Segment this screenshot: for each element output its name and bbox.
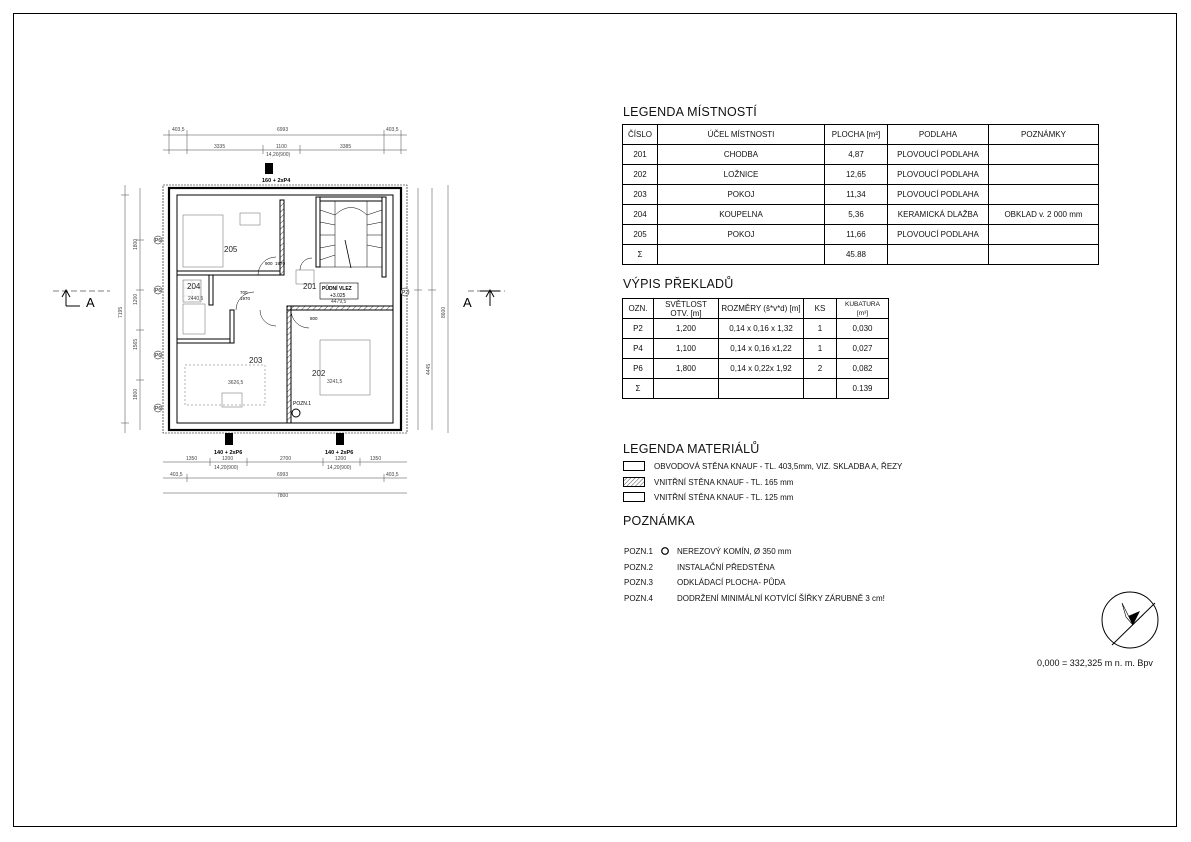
- table-sum-row: Σ 0.139: [623, 379, 889, 399]
- material-label: VNITŘNÍ STĚNA KNAUF - TL. 125 mm: [654, 493, 794, 502]
- svg-text:2700: 2700: [280, 456, 292, 462]
- material-label: OBVODOVÁ STĚNA KNAUF - TL. 403,5mm, VIZ. SKLADBA A, ŘEZY: [654, 462, 903, 471]
- svg-text:P6: P6: [155, 406, 162, 412]
- chimney-icon: [292, 409, 300, 417]
- svg-text:1970: 1970: [240, 296, 251, 301]
- lintels-table: [622, 298, 889, 399]
- chimney-label: POZN.1: [293, 401, 312, 407]
- note-code: POZN.4: [624, 594, 653, 603]
- svg-text:3626,5: 3626,5: [228, 380, 244, 386]
- room-205-number: 205: [224, 245, 238, 254]
- svg-text:P6: P6: [155, 238, 162, 244]
- elevation-reference: 0,000 = 332,325 m n. m. Bpv: [1037, 658, 1153, 668]
- dim-top-inner-right: 3385: [340, 144, 352, 150]
- right-dimensions: [414, 185, 448, 433]
- lintel-marker-bottom-2: [336, 433, 344, 445]
- room-201-number: 201: [303, 282, 317, 291]
- col-header: POZNÁMKY: [989, 125, 1099, 145]
- room-203-number: 203: [249, 356, 263, 365]
- svg-text:2440,5: 2440,5: [188, 296, 204, 302]
- room-202-number: 202: [312, 369, 326, 378]
- svg-text:7800: 7800: [277, 493, 289, 499]
- north-arrow-icon: [1102, 592, 1158, 648]
- note-text: INSTALAČNÍ PŘEDSTĚNA: [677, 563, 775, 572]
- material-swatch-blank: [623, 461, 645, 471]
- section-marker-left: [53, 290, 110, 306]
- room-204-number: 204: [187, 282, 201, 291]
- dim-top-window: 14,20(900): [266, 152, 291, 158]
- attic-hatch-level: +3.025: [330, 293, 346, 299]
- dim-top-outer-right: 403,5: [386, 127, 399, 133]
- svg-text:1200: 1200: [222, 456, 234, 462]
- svg-text:403,5: 403,5: [386, 472, 399, 478]
- col-header: PODLAHA: [888, 125, 989, 145]
- section-label-right: A: [463, 295, 472, 310]
- staircase: [320, 201, 382, 268]
- svg-text:14,20(900): 14,20(900): [214, 465, 239, 471]
- table-row: P2 1,200 0,14 x 0,16 x 1,32 1 0,030: [623, 319, 889, 339]
- svg-text:P6: P6: [155, 353, 162, 359]
- notes-title: POZNÁMKA: [623, 514, 695, 528]
- svg-text:403,5: 403,5: [170, 472, 183, 478]
- table-header-row: [623, 125, 1099, 145]
- left-dimensions: [118, 185, 144, 433]
- table-header-row: [623, 299, 889, 319]
- rooms-legend-title: LEGENDA MÍSTNOSTÍ: [623, 105, 757, 119]
- dim-top-inner-mid: 1100: [276, 144, 287, 150]
- lintel-tag-top: 160 + 2xP4: [262, 178, 291, 184]
- svg-text:1350: 1350: [186, 456, 198, 462]
- note-code: POZN.3: [624, 578, 653, 587]
- svg-text:700: 700: [240, 290, 248, 295]
- section-marker-right: [468, 290, 505, 306]
- svg-text:1800: 1800: [133, 388, 139, 400]
- lintel-marker-top: [265, 163, 273, 174]
- col-header: ÚČEL MÍSTNOSTI: [658, 125, 825, 145]
- table-row: 204 KOUPELNA 5,36 KERAMICKÁ DLAŽBA OBKLAD v. 2 000 mm: [623, 205, 1099, 225]
- svg-text:900: 900: [265, 261, 273, 266]
- lintel-tag-bottom-2: 140 + 2xP6: [325, 450, 354, 456]
- section-label-left: A: [86, 295, 95, 310]
- svg-text:4445: 4445: [426, 363, 432, 375]
- table-sum-row: Σ 45.88: [623, 245, 1099, 265]
- svg-text:P2: P2: [402, 290, 409, 296]
- svg-text:6993: 6993: [277, 472, 289, 478]
- svg-text:1970: 1970: [275, 261, 286, 266]
- svg-text:1200: 1200: [133, 293, 139, 305]
- materials-title: LEGENDA MATERIÁLŮ: [623, 442, 760, 456]
- svg-text:1350: 1350: [370, 456, 382, 462]
- svg-text:8600: 8600: [441, 306, 447, 318]
- lintels-title: VÝPIS PŘEKLADŮ: [623, 277, 734, 291]
- note-text: DODRŽENÍ MINIMÁLNÍ KOTVÍCÍ ŠÍŘKY ZÁRUBNĚ 3 cm!: [677, 594, 885, 603]
- bottom-dimensions: [163, 456, 407, 499]
- svg-text:800: 800: [310, 316, 318, 321]
- chimney-legend-icon: [660, 546, 670, 556]
- svg-text:14,20(900): 14,20(900): [327, 465, 352, 471]
- material-swatch-hatch: [623, 477, 645, 487]
- col-header: PLOCHA [m²]: [825, 125, 888, 145]
- svg-text:P6: P6: [155, 288, 162, 294]
- table-row: 203 POKOJ 11,34 PLOVOUCÍ PODLAHA: [623, 185, 1099, 205]
- room-numbers: [187, 245, 326, 378]
- rooms-legend-table: [622, 124, 1099, 265]
- col-header: ROZMĚRY (š*v*d) [m]: [719, 299, 804, 319]
- lintel-tag-bottom-1: 140 + 2xP6: [214, 450, 243, 456]
- svg-text:1565: 1565: [133, 338, 139, 350]
- lintel-marker-bottom-1: [225, 433, 233, 445]
- col-header: ČÍSLO: [623, 125, 658, 145]
- svg-text:7195: 7195: [118, 306, 124, 318]
- table-row: 201 CHODBA 4,87 PLOVOUCÍ PODLAHA: [623, 145, 1099, 165]
- note-code: POZN.1: [624, 547, 653, 556]
- svg-text:1200: 1200: [335, 456, 347, 462]
- svg-text:3241,5: 3241,5: [327, 379, 343, 385]
- col-header: KS: [804, 299, 837, 319]
- table-row: 205 POKOJ 11,66 PLOVOUCÍ PODLAHA: [623, 225, 1099, 245]
- note-text: ODKLÁDACÍ PLOCHA- PŮDA: [677, 578, 786, 587]
- dim-top-inner-left: 3335: [214, 144, 226, 150]
- note-text: NEREZOVÝ KOMÍN, Ø 350 mm: [677, 547, 792, 556]
- svg-text:4479,5: 4479,5: [331, 299, 347, 305]
- dim-top-outer-left: 403,5: [172, 127, 185, 133]
- dim-top-outer-mid: 6993: [277, 127, 289, 133]
- material-label: VNITŘNÍ STĚNA KNAUF - TL. 165 mm: [654, 478, 794, 487]
- material-swatch-blank: [623, 492, 645, 502]
- col-header: KUBATURA [m³]: [837, 299, 889, 319]
- table-row: 202 LOŽNICE 12,65 PLOVOUCÍ PODLAHA: [623, 165, 1099, 185]
- col-header: SVĚTLOST OTV. [m]: [654, 299, 719, 319]
- top-dimensions: [163, 127, 407, 158]
- svg-text:1800: 1800: [133, 238, 139, 250]
- attic-hatch-label: PŮDNÍ VLEZ: [322, 286, 352, 292]
- note-code: POZN.2: [624, 563, 653, 572]
- table-row: P6 1,800 0,14 x 0,22x 1,92 2 0,082: [623, 359, 889, 379]
- col-header: OZN.: [623, 299, 654, 319]
- interior-walls: [177, 197, 393, 423]
- table-row: P4 1,100 0,14 x 0,16 x1,22 1 0,027: [623, 339, 889, 359]
